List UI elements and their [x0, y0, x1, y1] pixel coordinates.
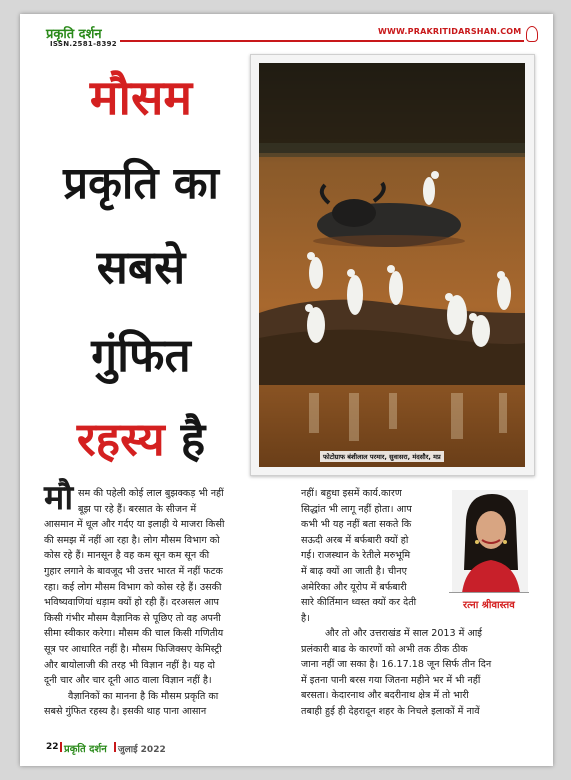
title-line-3: सबसे — [96, 240, 186, 294]
title-word-rahasya: रहस्य — [76, 412, 165, 466]
article-line: की समझ में नहीं आ रहा है। लोग मौसम विभाग को — [44, 534, 220, 546]
author-divider — [449, 592, 529, 593]
article-line: गई। राजस्थान के रेतीले मरुभूमि — [301, 550, 411, 562]
title-line-5 — [26, 412, 256, 466]
article-line: है। — [301, 612, 310, 624]
article-line: वैज्ञानिकों का मानना है कि मौसम प्रकृति का — [68, 690, 219, 702]
article-line: कोस रहे हैं। मानसून है वह कम सून कम सून की — [44, 550, 210, 562]
article-line: बूझ पा रहे हैं। बरसात के सीजन में — [78, 503, 197, 515]
article-line: भविष्यवाणियां धड़ाम क्यों हो रही हैं। दरअसल आप — [44, 597, 220, 609]
footer-brand: प्रकृति दर्शन — [64, 744, 107, 755]
magazine-page — [20, 14, 553, 766]
article-column-1 — [44, 486, 294, 720]
article-line: दूनी चार और चार दूनी आठ वाला विज्ञान नहीं है। — [44, 675, 212, 687]
page-number: 22 — [46, 742, 59, 752]
drop-cap: मौ — [44, 478, 74, 518]
footer-separator-2 — [114, 742, 116, 752]
article-line: सम की पहेली कोई लाल बुझक्कड़ भी नहीं — [78, 488, 224, 499]
article-line: सबसे गुंफित रहस्य है। इसकी थाह पाना आसान — [44, 706, 207, 718]
article-line: बरसता। केदारनाथ और बदरीनाथ क्षेत्र में तो भारी — [301, 690, 469, 702]
website-link[interactable]: WWW.PRAKRITIDARSHAN.COM — [378, 27, 522, 36]
article-line: रहा। कई लोग मौसम विभाग को कोस रहे हैं। उसकी — [44, 581, 222, 593]
author-name: रत्ना श्रीवास्तव — [463, 600, 515, 611]
article-line: अमेरिका और यूरोप में बर्फबारी — [301, 581, 407, 593]
article-line: आसमान में धूल और गर्दए या इलाही ये माजरा किसी — [44, 519, 225, 531]
feature-photo-frame — [250, 54, 535, 476]
magazine-brand: प्रकृति दर्शन — [46, 27, 102, 42]
title-line-1: मौसम — [89, 70, 193, 126]
issue-date: जुलाई 2022 — [118, 745, 166, 755]
article-line: सऊदी अरब में बर्फबारी क्यों हो — [301, 534, 409, 546]
footer-separator — [60, 742, 62, 752]
article-line: सूत्र पर आधारित नहीं है। मौसम फिजिक्सए केमिस्ट्री — [44, 643, 222, 655]
article-column-2-bottom — [301, 626, 529, 720]
article-line: सिद्धांत भी लागू नहीं होता। आप — [301, 503, 412, 515]
issn-number: ISSN.2581-8392 — [50, 40, 117, 48]
article-line: में बाढ़ क्यों आ जाती है। चीनए — [301, 565, 407, 577]
photo-caption: फोटोग्राफ बंशीलाल परमार, सुवासरा, मंदसौर, मप्र — [320, 451, 444, 462]
title-line-4: गुंफित — [91, 328, 191, 382]
article-line: और बायोलाजी की तरह भी विज्ञान नहीं है। यह दो — [44, 659, 216, 671]
article-line: और तो और उत्तराखंड में साल 2013 में आई — [325, 628, 482, 639]
article-line: तबाही हुई ही देहरादून शहर के निचले इलाकों में नावें — [301, 705, 480, 717]
article-line: गुहार लगाने के बावजूद भी उत्तर भारत में नहीं फटक — [44, 565, 223, 577]
leaf-icon — [526, 26, 538, 42]
article-line: नहीं। बहुधा इसमें कार्य.कारण — [301, 488, 402, 499]
title-line-2: प्रकृति का — [63, 158, 219, 209]
article-line: प्रलंकारी बाढ के कारणों को अभी तक ठीक ठीक — [301, 643, 468, 655]
feature-photo — [259, 63, 525, 467]
article-line: जाना नहीं जा सका है। 16.17.18 जून सिर्फ तीन दिन — [301, 659, 492, 671]
author-photo — [452, 490, 528, 593]
article-column-2-top — [301, 486, 447, 626]
article-line: सीमा स्वीकार करेगा। मौसम की चाल किसी गणितीय — [44, 628, 224, 640]
article-line: में इतना पानी बरस गया जितना महीने भर में भी नहीं — [301, 674, 481, 686]
article-line: कभी भी यह नहीं बता सकते कि — [301, 519, 412, 531]
title-word-hai: है — [180, 412, 206, 466]
article-line: किसी गंभीर मौसम वैज्ञानिक से पूछिए तो वह अपनी — [44, 612, 221, 624]
article-line: सारे कीर्तिमान ध्वस्त क्यों कर देती — [301, 597, 417, 609]
header-rule — [120, 40, 524, 42]
